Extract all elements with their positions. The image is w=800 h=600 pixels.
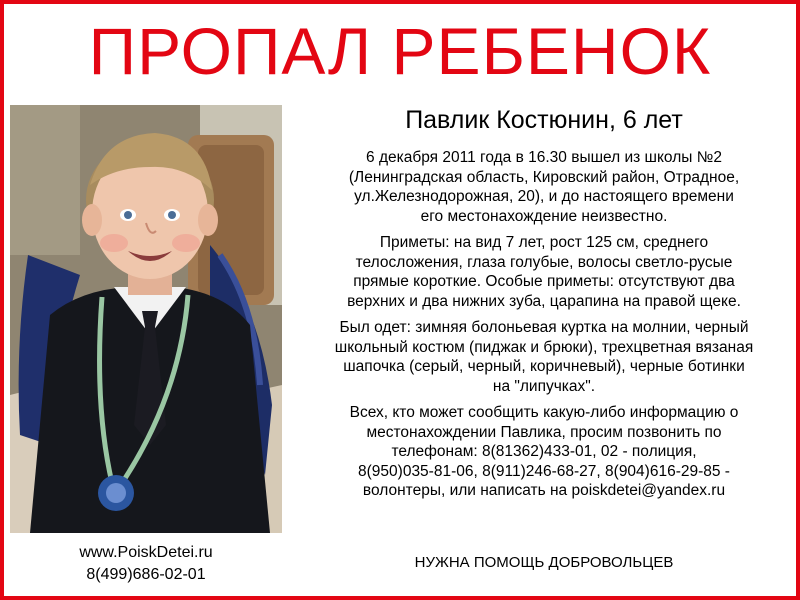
description-block <box>296 104 792 508</box>
organization-contacts <box>10 542 282 586</box>
clothing-paragraph <box>296 318 792 396</box>
text-line: ул.Железнодорожная, 20), и до настоящего времени <box>354 188 734 205</box>
text-line: волонтеры, или написать на poiskdetei@yandex.ru <box>362 482 726 499</box>
circumstances-paragraph <box>296 148 792 226</box>
text-line: прямые короткие. Особые приметы: отсутствуют два <box>353 273 735 290</box>
text-line: телефонам: 8(81362)433-01, 02 - полиция, <box>391 443 697 460</box>
text-line: местонахождении Павлика, просим позвонить по <box>366 423 722 441</box>
text-line: на "липучках". <box>492 377 596 395</box>
website-link[interactable]: www.PoiskDetei.ru <box>79 544 213 561</box>
text-line: его местонахождение неизвестно. <box>420 207 668 225</box>
appearance-paragraph <box>296 233 792 311</box>
text-line: верхних и два нижних зуба, царапина на правой щеке. <box>347 292 741 310</box>
text-line: Приметы: на вид 7 лет, рост 125 см, среднего <box>379 234 709 251</box>
text-line: Всех, кто может сообщить какую-либо информацию о <box>349 404 739 421</box>
text-line: Был одет: зимняя болоньевая куртка на молнии, черный <box>339 319 749 336</box>
text-line: телосложения, глаза голубые, волосы светло-русые <box>355 253 733 271</box>
text-line: шапочка (серый, черный, коричневый), черные ботинки <box>343 358 745 375</box>
volunteers-needed-note: НУЖНА ПОМОЩЬ ДОБРОВОЛЬЦЕВ <box>414 554 674 571</box>
poster-headline: ПРОПАЛ РЕБЕНОК <box>88 14 712 88</box>
text-line: школьный костюм (пиджак и брюки), трехцветная вязаная <box>334 338 754 356</box>
hotline-phone: 8(499)686-02-01 <box>86 566 206 583</box>
child-photo <box>10 105 282 533</box>
text-line: 8(950)035-81-06, 8(911)246-68-27, 8(904)616-29-85 - <box>358 462 730 480</box>
text-line: (Ленинградская область, Кировский район, Отрадное, <box>348 168 740 186</box>
child-name: Павлик Костюнин, 6 лет <box>405 106 683 134</box>
contact-paragraph <box>296 403 792 501</box>
text-line: 6 декабря 2011 года в 16.30 вышел из школы №2 <box>366 149 722 166</box>
